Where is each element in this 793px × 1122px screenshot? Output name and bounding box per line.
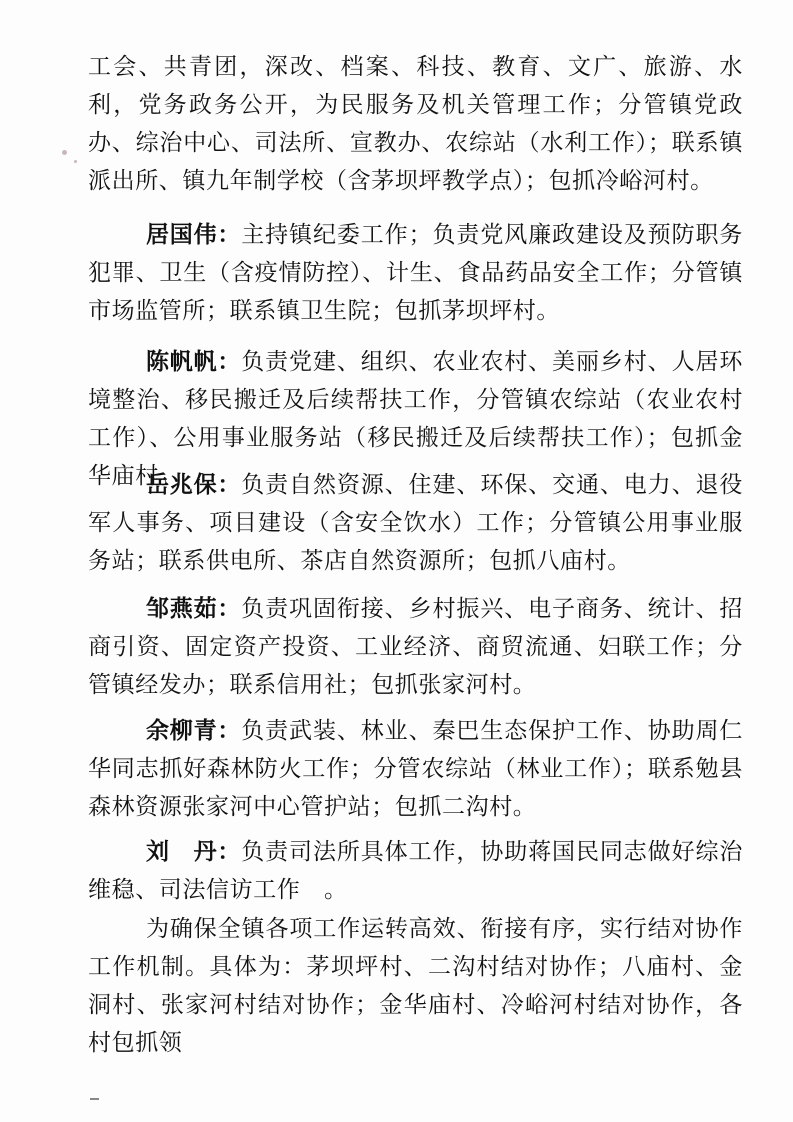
person-name: 余柳青：: [146, 718, 242, 744]
paragraph-liu-dan: [88, 833, 743, 909]
paragraph-text: 主持镇纪委工作；负责党风廉政建设及预防职务犯罪、卫生（含疫情防控）、计生、食品药品安全工作；分管镇市场监管所；联系镇卫生院；包抓茅坝坪村。: [88, 222, 743, 324]
scan-speck: [62, 150, 67, 155]
paragraph-text: 负责巩固衔接、乡村振兴、电子商务、统计、招商引资、固定资产投资、工业经济、商贸流通、妇联工作；分管镇经发办；联系信用社；包抓张家河村。: [88, 596, 743, 698]
person-name: 刘 丹：: [146, 839, 242, 865]
paragraph-text: 负责自然资源、住建、环保、交通、电力、退役军人事务、项目建设（含安全饮水）工作；分管镇公用事业服务站；联系供电所、茶店自然资源所；包抓八庙村。: [88, 472, 743, 574]
scan-speck: [74, 160, 77, 163]
paragraph-ju-guowei: [88, 216, 743, 330]
paragraph-text: 负责司法所具体工作，协助蒋国民同志做好综治维稳、司法信访工作 。: [88, 839, 743, 903]
paragraph-continued-duties: [88, 48, 743, 200]
scan-mark: [90, 1098, 99, 1100]
paragraph-text: 工会、共青团，深改、档案、科技、教育、文广、旅游、水利，党务政务公开，为民服务及机关管理工作；分管镇党政办、综治中心、司法所、宣教办、农综站（水利工作）；联系镇派出所、镇九年制学校（含茅坝坪教学点）；包抓冷峪河村。: [88, 54, 743, 194]
paragraph-pairing-mechanism: [88, 910, 743, 1062]
paragraph-text: 为确保全镇各项工作运转高效、衔接有序，实行结对协作工作机制。具体为：茅坝坪村、二沟村结对协作；八庙村、金洞村、张家河村结对协作；金华庙村、冷峪河村结对协作，各村包抓领: [88, 916, 743, 1056]
paragraph-text: 负责武装、林业、秦巴生态保护工作、协助周仁华同志抓好森林防火工作；分管农综站（林业工作）；联系勉县森林资源张家河中心管护站；包抓二沟村。: [88, 718, 743, 820]
paragraph-text: 负责党建、组织、农业农村、美丽乡村、人居环境整治、移民搬迁及后续帮扶工作，分管镇农综站（农业农村工作）、公用事业服务站（移民搬迁及后续帮扶工作）；包抓金华庙村。: [88, 349, 743, 489]
person-name: 陈帆帆：: [146, 349, 242, 375]
paragraph-yu-liuqing: [88, 712, 743, 826]
paragraph-yue-zhaobao: [88, 466, 743, 580]
person-name: 邹燕茹：: [146, 596, 242, 622]
paragraph-zou-yanru: [88, 590, 743, 704]
person-name: 居国伟：: [146, 222, 242, 248]
person-name: 岳兆保：: [146, 472, 242, 498]
